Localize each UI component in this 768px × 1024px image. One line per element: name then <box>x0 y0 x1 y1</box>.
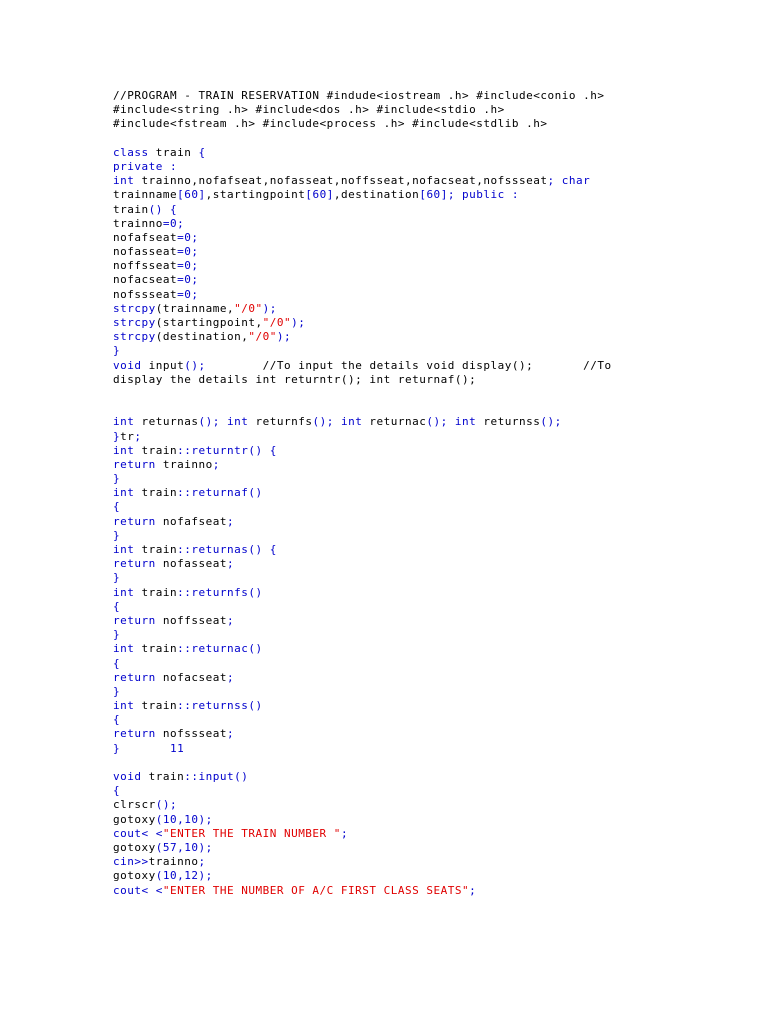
code-token: =0; <box>162 216 185 230</box>
code-token: ); <box>291 316 306 329</box>
code-token: ); <box>276 330 292 344</box>
code-token: =0; <box>177 230 199 244</box>
code-line <box>113 841 753 855</box>
code-token: return <box>113 670 156 684</box>
code-line <box>113 586 753 600</box>
code-token: =0; <box>177 287 199 301</box>
code-token: (destination, <box>155 330 249 344</box>
code-token: return <box>113 514 156 528</box>
code-token: int <box>113 585 135 599</box>
code-token: ] <box>440 188 448 202</box>
code-token: ; <box>226 670 235 684</box>
code-token: ::returnac() <box>177 642 263 656</box>
code-token: train <box>134 699 178 713</box>
code-token: nofafseat <box>155 514 227 528</box>
code-token: =0; <box>177 245 199 259</box>
code-token: ::returnas() { <box>177 543 277 556</box>
code-line <box>113 798 753 812</box>
code-line <box>113 458 753 472</box>
code-line <box>113 614 753 628</box>
code-line <box>113 486 753 500</box>
code-token: nofssseat <box>155 727 227 741</box>
code-line <box>113 387 753 401</box>
code-token: int <box>113 486 135 500</box>
code-token: "/0" <box>248 330 277 344</box>
code-line <box>113 628 753 642</box>
code-token: int <box>113 443 135 457</box>
code-line <box>113 217 753 231</box>
code-token: int <box>113 543 135 556</box>
code-line <box>113 359 753 373</box>
code-token: } <box>113 472 121 486</box>
code-line <box>113 273 753 287</box>
code-token: nofasseat <box>155 557 227 571</box>
code-token: noffsseat <box>155 613 227 627</box>
code-token: returnas <box>134 415 199 429</box>
code-line <box>113 89 753 103</box>
code-token: #include<string .h> #include<dos .h> #include<stdio .h> <box>113 103 505 117</box>
code-line <box>113 713 753 727</box>
code-token: nofssseat <box>113 287 178 301</box>
code-token: nofasseat <box>113 245 178 259</box>
code-token: train <box>134 585 178 599</box>
code-token: class <box>113 145 149 159</box>
code-token: trainno <box>148 855 199 869</box>
code-line <box>113 160 753 174</box>
code-token: =0; <box>177 259 199 273</box>
code-line <box>113 571 753 585</box>
code-token: ::returntr() { <box>177 443 277 457</box>
code-token: #include<fstream .h> #include<process .h> #include<stdlib .h> <box>113 117 548 131</box>
code-token: strcpy <box>113 330 156 344</box>
code-line <box>113 884 753 898</box>
code-line <box>113 515 753 529</box>
code-token: cout< < <box>113 826 163 840</box>
code-line <box>113 401 753 415</box>
code-line <box>113 344 753 358</box>
code-token: gotoxy <box>113 812 156 826</box>
code-token: train <box>134 543 178 556</box>
code-token: input <box>141 358 185 372</box>
code-token: } 11 <box>113 741 185 755</box>
code-token: ::returnaf() <box>177 486 263 500</box>
code-token: ; <box>469 883 477 897</box>
code-token: trainname <box>113 188 178 202</box>
code-token: (trainname, <box>155 301 235 315</box>
code-token: 60 <box>312 188 327 202</box>
code-token: trainno <box>155 457 213 471</box>
code-token: ::returnss() <box>177 699 263 713</box>
code-token: 60 <box>184 188 199 202</box>
code-line <box>113 203 753 217</box>
code-token: (57,10); <box>155 840 213 854</box>
code-line <box>113 330 753 344</box>
code-token: returnac <box>362 415 427 429</box>
code-line <box>113 770 753 784</box>
code-token: train <box>141 770 185 783</box>
code-token: return <box>113 457 156 471</box>
code-line <box>113 174 753 188</box>
code-token: } <box>113 571 121 585</box>
code-token: return <box>113 727 156 741</box>
code-token: } <box>113 684 121 698</box>
code-token: ; <box>198 855 206 869</box>
code-token: [ <box>419 188 427 202</box>
code-token: //PROGRAM - TRAIN RESERVATION #indude<iostream .h> #include<conio .h> <box>113 89 605 102</box>
code-token: (); <box>184 358 206 372</box>
code-token: train <box>148 145 199 159</box>
code-token: clrscr <box>113 798 156 812</box>
code-line <box>113 827 753 841</box>
code-token: trainno <box>113 216 163 230</box>
code-token: ] <box>198 188 206 202</box>
code-token: train <box>134 642 178 656</box>
code-token: (10,10); <box>155 812 213 826</box>
code-token: nofacseat <box>155 670 227 684</box>
code-token: [ <box>305 188 313 202</box>
code-token: ; public : <box>447 188 520 202</box>
code-token: ; <box>134 429 142 443</box>
code-token: [ <box>177 188 185 202</box>
code-token: strcpy <box>113 301 156 315</box>
code-line <box>113 784 753 798</box>
code-token: cin>> <box>113 855 149 869</box>
code-line <box>113 699 753 713</box>
code-token: (); int <box>198 415 249 429</box>
code-token: ; char <box>547 174 591 188</box>
code-token: (); int <box>312 415 363 429</box>
code-token: { <box>198 145 206 159</box>
code-token: tr <box>120 429 135 443</box>
code-token: ; <box>226 514 235 528</box>
code-token: gotoxy <box>113 840 156 854</box>
code-token: ,startingpoint <box>205 188 306 202</box>
code-token: private : <box>113 159 178 173</box>
code-token: } <box>113 429 121 443</box>
code-token: train <box>134 486 178 500</box>
code-token: return <box>113 557 156 571</box>
code-token: return <box>113 613 156 627</box>
code-line <box>113 529 753 543</box>
code-line <box>113 855 753 869</box>
code-token: { <box>113 784 121 798</box>
code-line <box>113 543 753 557</box>
code-token: () { <box>148 202 178 216</box>
code-token: //To input the details void display(); //To <box>205 358 612 372</box>
code-token: returnfs <box>248 415 313 429</box>
code-line <box>113 813 753 827</box>
code-token: (); <box>155 798 178 812</box>
code-token: strcpy <box>113 316 156 329</box>
code-token: } <box>113 628 121 642</box>
code-token: int <box>113 415 135 429</box>
code-token: returnss <box>476 415 541 429</box>
code-line <box>113 869 753 883</box>
code-token: int <box>113 642 135 656</box>
code-line <box>113 657 753 671</box>
code-token: ::input() <box>184 770 249 783</box>
code-line <box>113 756 753 770</box>
code-token: "/0" <box>234 301 263 315</box>
code-token: { <box>113 713 121 727</box>
code-token: ,destination <box>333 188 420 202</box>
code-token: display the details int returntr(); int returnaf(); <box>113 372 477 386</box>
code-token: (10,12); <box>155 869 213 883</box>
code-token: train <box>134 443 178 457</box>
code-token: cout< < <box>113 883 163 897</box>
code-token: ; <box>226 557 235 571</box>
code-token: "/0" <box>262 316 292 329</box>
code-line <box>113 117 753 131</box>
code-token: { <box>113 599 121 613</box>
code-token: void <box>113 358 142 372</box>
code-token: ); <box>262 301 277 315</box>
code-token: =0; <box>177 273 199 287</box>
code-token: void <box>113 770 142 783</box>
code-token: train <box>113 202 149 216</box>
code-token: nofacseat <box>113 273 178 287</box>
code-line <box>113 146 753 160</box>
code-line <box>113 373 753 387</box>
code-token: } <box>113 528 121 542</box>
code-token: (); int <box>426 415 477 429</box>
code-token: ; <box>226 727 235 741</box>
code-line <box>113 430 753 444</box>
code-token: { <box>113 500 121 514</box>
code-line <box>113 103 753 117</box>
code-line <box>113 302 753 316</box>
code-token: int <box>113 699 135 713</box>
code-token: trainno,nofafseat,nofasseat,noffsseat,nofacseat,nofssseat <box>134 174 548 188</box>
code-line <box>113 642 753 656</box>
code-token: "ENTER THE TRAIN NUMBER " <box>162 826 341 840</box>
code-token: (); <box>540 415 562 429</box>
code-line <box>113 500 753 514</box>
code-line <box>113 742 753 756</box>
code-line <box>113 444 753 458</box>
code-token: "ENTER THE NUMBER OF A/C FIRST CLASS SEATS" <box>162 883 470 897</box>
code-line <box>113 132 753 146</box>
code-line <box>113 671 753 685</box>
code-token: (startingpoint, <box>155 316 263 329</box>
code-line <box>113 245 753 259</box>
code-token: ] <box>326 188 334 202</box>
code-line <box>113 472 753 486</box>
code-token: ::returnfs() <box>177 585 263 599</box>
code-token: ; <box>212 457 220 471</box>
code-listing <box>113 89 753 898</box>
code-line <box>113 231 753 245</box>
code-token: ; <box>226 613 235 627</box>
code-line <box>113 600 753 614</box>
code-line <box>113 415 753 429</box>
code-line <box>113 288 753 302</box>
code-line <box>113 316 753 330</box>
code-line <box>113 557 753 571</box>
code-token: noffsseat <box>113 259 178 273</box>
code-token: int <box>113 174 135 188</box>
code-token: gotoxy <box>113 869 156 883</box>
code-line <box>113 188 753 202</box>
code-token: 60 <box>426 188 441 202</box>
code-token: { <box>113 656 121 670</box>
code-line <box>113 685 753 699</box>
code-token: ; <box>340 826 349 840</box>
code-token: nofafseat <box>113 230 178 244</box>
code-line <box>113 259 753 273</box>
code-line <box>113 727 753 741</box>
code-token: } <box>113 344 121 358</box>
